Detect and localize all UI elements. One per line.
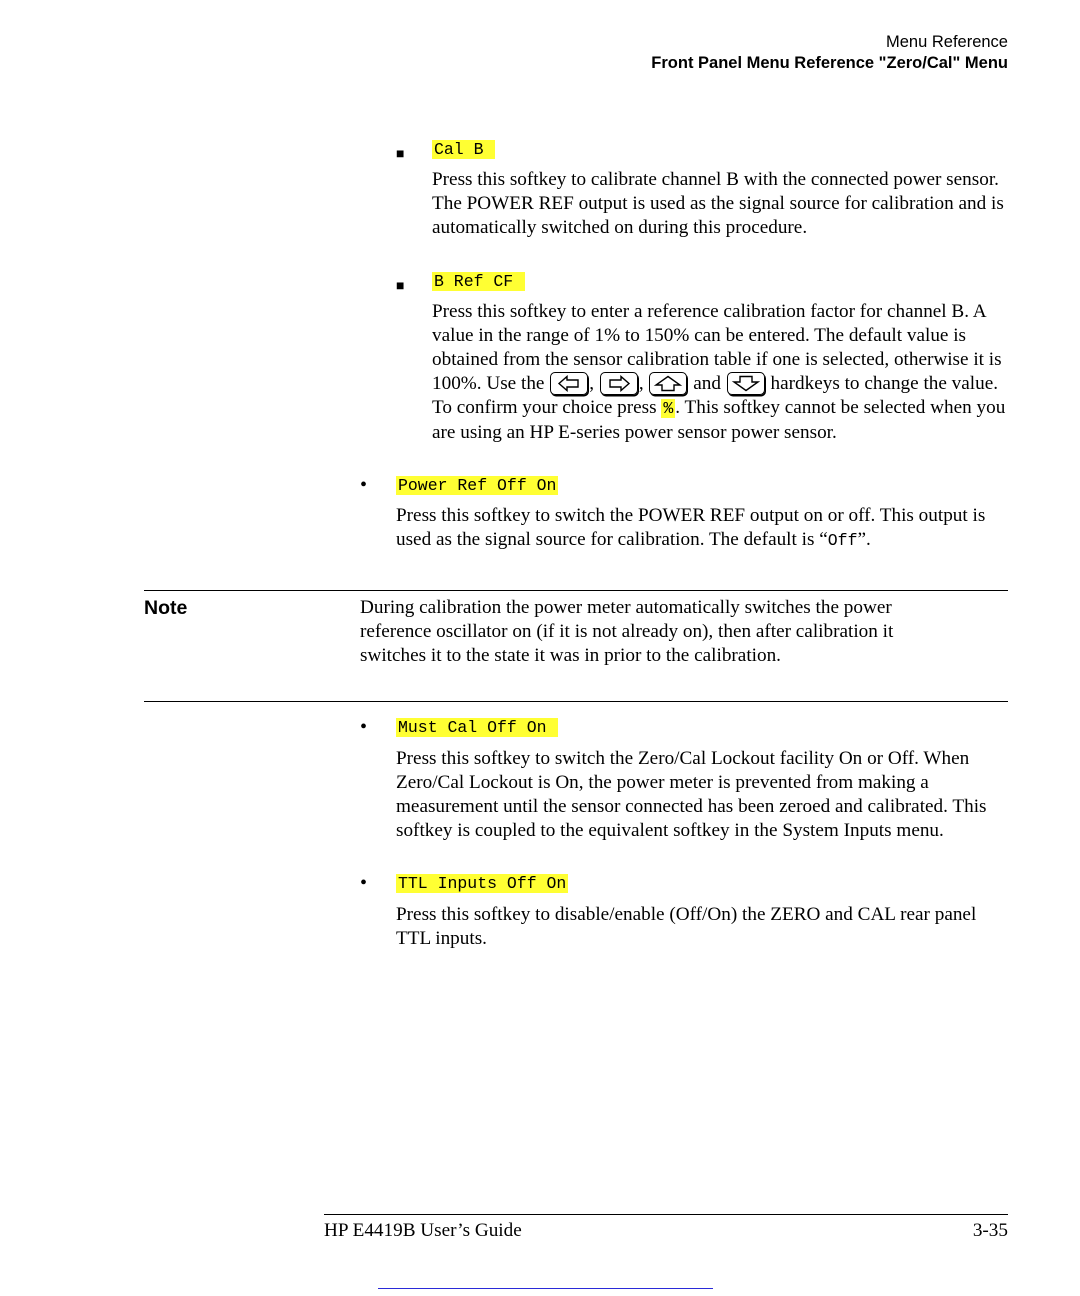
right-arrow-icon xyxy=(600,372,638,395)
softkey-cal-b xyxy=(432,140,495,159)
b-ref-cf-text-end: . This softkey cannot be selected when you are using an HP E-series power sensor power sensor. xyxy=(432,397,1006,443)
note-text: During calibration the power meter automatically switches the power reference oscillator on (if it is not already on), then after calibration it switches it to the state it was in prior to the calibration. xyxy=(360,597,894,666)
running-header-title: Front Panel Menu Reference "Zero/Cal" Menu xyxy=(651,54,1008,72)
softkey-must-cal xyxy=(396,718,558,737)
softkey-label: Must Cal Off On xyxy=(398,718,557,737)
left-arrow-icon xyxy=(550,372,588,395)
round-bullet: • xyxy=(360,474,368,496)
footer-rule xyxy=(324,1214,1008,1215)
running-header-section: Menu Reference xyxy=(886,33,1008,51)
note-bottom-rule xyxy=(144,701,1008,702)
hyperlink-underline[interactable] xyxy=(378,1288,713,1289)
softkey-label: Power Ref Off On xyxy=(398,476,557,495)
percent-softkey: % xyxy=(663,399,674,418)
close-quote: ”. xyxy=(857,529,871,550)
separator-comma: , xyxy=(638,373,644,394)
must-cal-description: Press this softkey to switch the Zero/Cal Lockout facility On or Off. When Zero/Cal Lockout is On, the power meter is prevented from making a measurement until the sensor connected has been zeroed and calibrated. This softkey is coupled to the equivalent softkey in the System Inputs menu. xyxy=(396,748,987,841)
down-arrow-icon xyxy=(727,372,765,395)
softkey-power-ref xyxy=(396,476,558,495)
footer-guide-title: HP E4419B User’s Guide xyxy=(324,1220,522,1241)
note-label: Note xyxy=(144,597,188,619)
b-ref-cf-text-before-keys: Press this softkey to enter a reference calibration factor for channel B. A value in the range of 1% to 150% can be entered. The default value is obtained from the sensor calibration table if one is selected, otherwise it is 100%. Use the xyxy=(432,301,1002,394)
default-value: Off xyxy=(827,531,858,550)
softkey-label: Cal B xyxy=(434,140,494,159)
softkey-label: B Ref CF xyxy=(434,272,524,291)
softkey-b-ref-cf xyxy=(432,272,525,291)
word-and: and xyxy=(693,373,721,394)
b-ref-cf-text-after-keys: hardkeys to change the value. To confirm your choice press xyxy=(432,373,999,418)
round-bullet: • xyxy=(360,716,368,738)
separator-comma: , xyxy=(589,373,595,394)
up-arrow-icon xyxy=(649,372,687,395)
page-number: 3-35 xyxy=(972,1220,1008,1241)
cal-b-description: Press this softkey to calibrate channel B with the connected power sensor. The POWER REF output is used as the signal source for calibration and is automatically switched on during this procedure. xyxy=(432,169,1004,238)
softkey-ttl-inputs xyxy=(396,874,568,893)
open-quote: “ xyxy=(819,529,828,550)
round-bullet: • xyxy=(360,872,368,894)
power-ref-text: Press this softkey to switch the POWER REF output on or off. This output is used as the signal source for calibration. The default is xyxy=(396,505,986,550)
ttl-inputs-description: Press this softkey to disable/enable (Off/On) the ZERO and CAL rear panel TTL inputs. xyxy=(396,904,977,949)
square-bullet: ■ xyxy=(396,277,405,293)
power-ref-description xyxy=(396,504,1012,553)
b-ref-cf-description xyxy=(432,300,1012,445)
note-top-rule xyxy=(144,590,1008,591)
square-bullet: ■ xyxy=(396,145,405,161)
softkey-label: TTL Inputs Off On xyxy=(398,874,567,893)
